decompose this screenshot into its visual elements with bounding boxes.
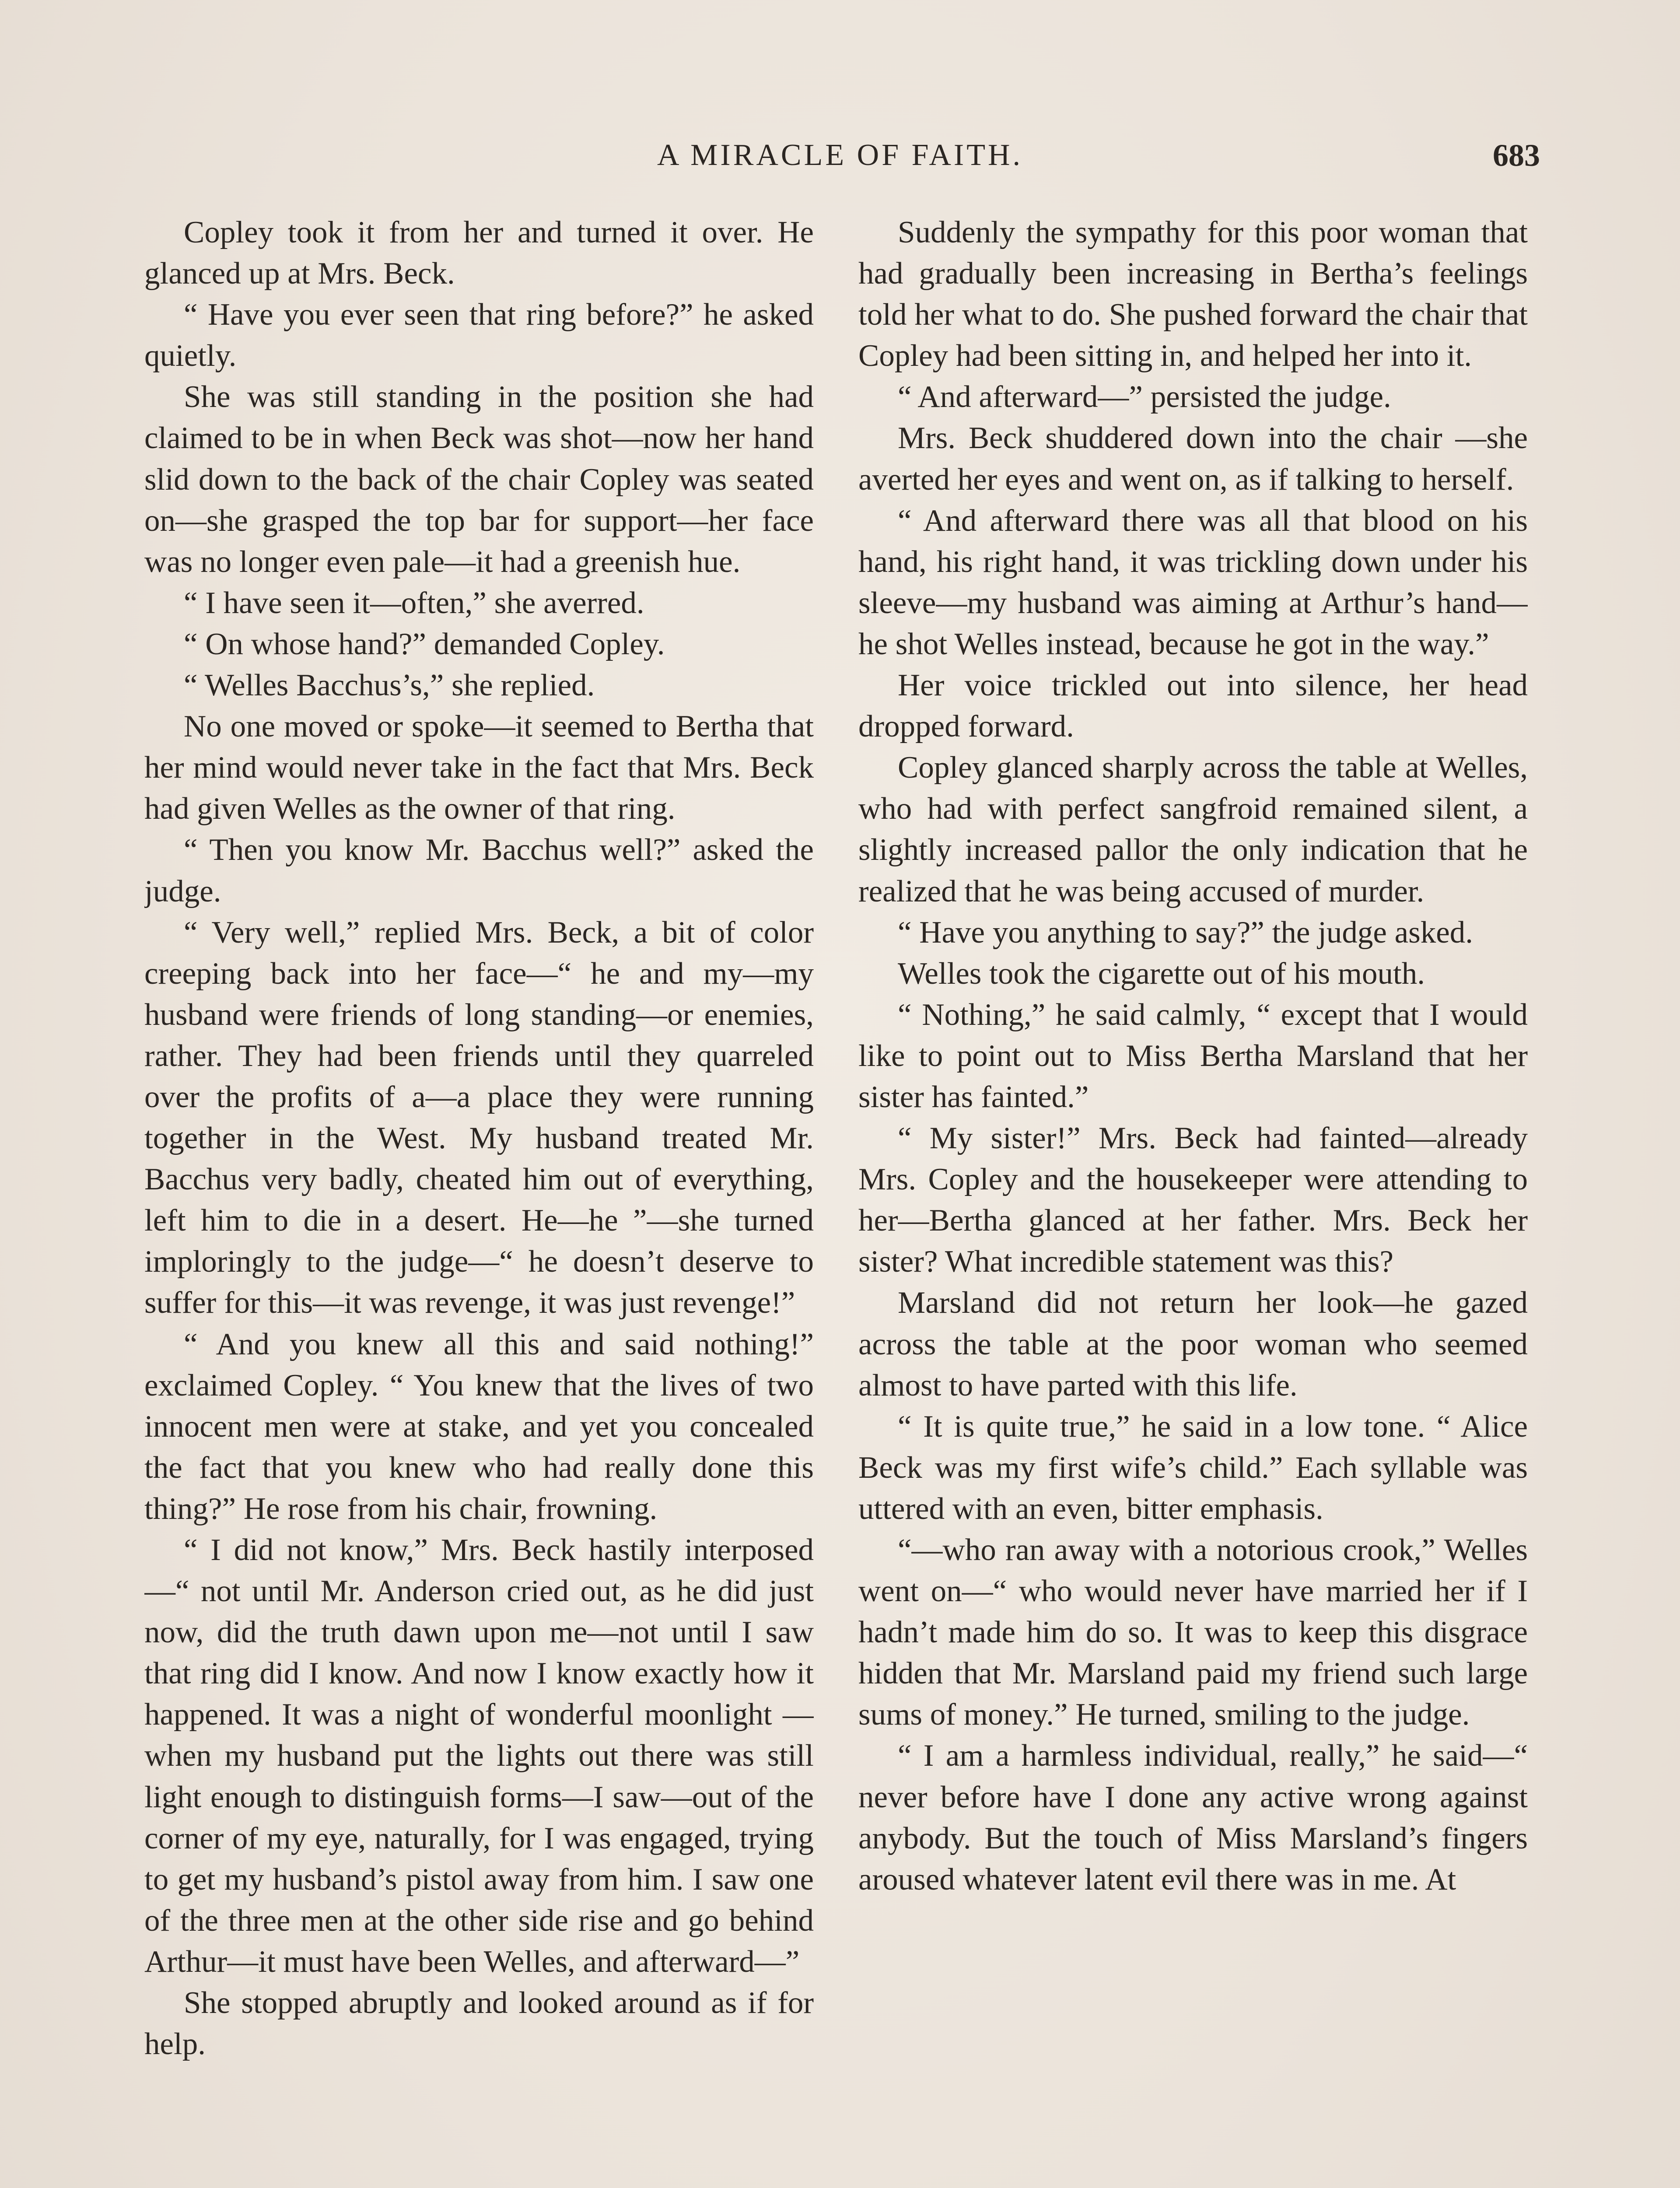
page-header — [140, 131, 1540, 179]
paragraph: Copley took it from her and turned it over. He glanced up at Mrs. Beck. — [144, 215, 814, 291]
paragraph: “ I have seen it—often,” she averred. — [184, 586, 644, 620]
right-column — [858, 212, 1528, 2188]
paragraph: “ Nothing,” he said calmly, “ except that I would like to point out to Miss Bertha Marsland that her sister has fainted.” — [858, 997, 1528, 1114]
paragraph: “ And afterward there was all that blood on his hand, his right hand, it was trickling down under his sleeve—my husband was aiming at Arthur’s hand—he shot Welles instead, because he got in the way.” — [858, 503, 1528, 661]
paragraph: “ Welles Bacchus’s,” she replied. — [184, 668, 595, 703]
page-number: 683 — [1493, 138, 1540, 173]
paragraph: She was still standing in the position she had claimed to be in when Beck was shot—now her hand slid down to the back of the chair Copley was seated on—she grasped the top bar for support—her face was no longer even pale—it had a greenish hue. — [144, 380, 814, 579]
paragraph: Welles took the cigarette out of his mouth. — [898, 956, 1425, 991]
paragraph: No one moved or spoke—it seemed to Bertha that her mind would never take in the fact that Mrs. Beck had given Welles as the owner of that ring. — [144, 709, 814, 826]
paragraph: “ Have you anything to say?” the judge asked. — [898, 915, 1474, 950]
paragraph: “ Very well,” replied Mrs. Beck, a bit of color creeping back into her face—“ he and my—my husband were friends of long standing—or enemies, rather. They had been friends until they quarreled over the profits of a—a place they were running together in the West. My husband treated Mr. Bacchus very badly, cheated him out of everything, left him to die in a desert. He—he ”—she turned imploringly to the judge—“ he doesn’t deserve to suffer for this—it was revenge, it was just revenge!” — [144, 915, 814, 1320]
paragraph: “ And you knew all this and said nothing!” exclaimed Copley. “ You knew that the lives of two innocent men were at stake, and yet you concealed the fact that you knew who had really done this thing?” He rose from his chair, frowning. — [144, 1327, 814, 1526]
paragraph: “ And afterward—” persisted the judge. — [898, 380, 1391, 414]
paragraph: Suddenly the sympathy for this poor woman that had gradually been increasing in Bertha’s feelings told her what to do. She pushed forward the chair that Copley had been sitting in, and helped her into it. — [858, 215, 1528, 373]
paragraph: “ Have you ever seen that ring before?” he asked quietly. — [144, 298, 814, 373]
running-title: A MIRACLE OF FAITH. — [657, 138, 1023, 172]
paragraph: Her voice trickled out into silence, her head dropped forward. — [858, 668, 1528, 744]
paragraph: Mrs. Beck shuddered down into the chair —she averted her eyes and went on, as if talking to herself. — [858, 421, 1528, 497]
paragraph: “ On whose hand?” demanded Copley. — [184, 627, 665, 661]
paragraph: “ My sister!” Mrs. Beck had fainted—already Mrs. Copley and the housekeeper were attending to her—Bertha glanced at her father. Mrs. Beck her sister? What incredible statement was this? — [858, 1121, 1528, 1279]
paragraph: “ Then you know Mr. Bacchus well?” asked the judge. — [144, 833, 814, 908]
paragraph: “ I am a harmless individual, really,” he said—“ never before have I done any active wrong against anybody. But the touch of Miss Marsland’s fingers aroused whatever latent evil there was in me. At — [858, 1739, 1528, 1897]
left-column — [144, 212, 814, 2188]
paragraph: “ It is quite true,” he said in a low tone. “ Alice Beck was my first wife’s child.” Each syllable was uttered with an even, bitter emphasis. — [858, 1409, 1528, 1526]
paragraph: Marsland did not return her look—he gazed across the table at the poor woman who seemed almost to have parted with this life. — [858, 1286, 1528, 1403]
paragraph: “ I did not know,” Mrs. Beck hastily interposed—“ not until Mr. Anderson cried out, as he did just now, did the truth dawn upon me—not until I saw that ring did I know. And now I know exactly how it happened. It was a night of wonderful moonlight — when my husband put the lights out there was still light enough to distinguish forms—I saw—out of the corner of my eye, naturally, for I was engaged, trying to get my husband’s pistol away from him. I saw one of the three men at the other side rise and go behind Arthur—it must have been Welles, and afterward—” — [144, 1533, 814, 1979]
paragraph: Copley glanced sharply across the table at Welles, who had with perfect sangfroid remained silent, a slightly increased pallor the only indication that he realized that he was being accused of murder. — [858, 750, 1528, 908]
paragraph: “—who ran away with a notorious crook,” Welles went on—“ who would never have married her if I hadn’t made him do so. It was to keep this disgrace hidden that Mr. Marsland paid my friend such large sums of money.” He turned, smiling to the judge. — [858, 1533, 1528, 1732]
paragraph: She stopped abruptly and looked around as if for help. — [144, 1986, 814, 2062]
